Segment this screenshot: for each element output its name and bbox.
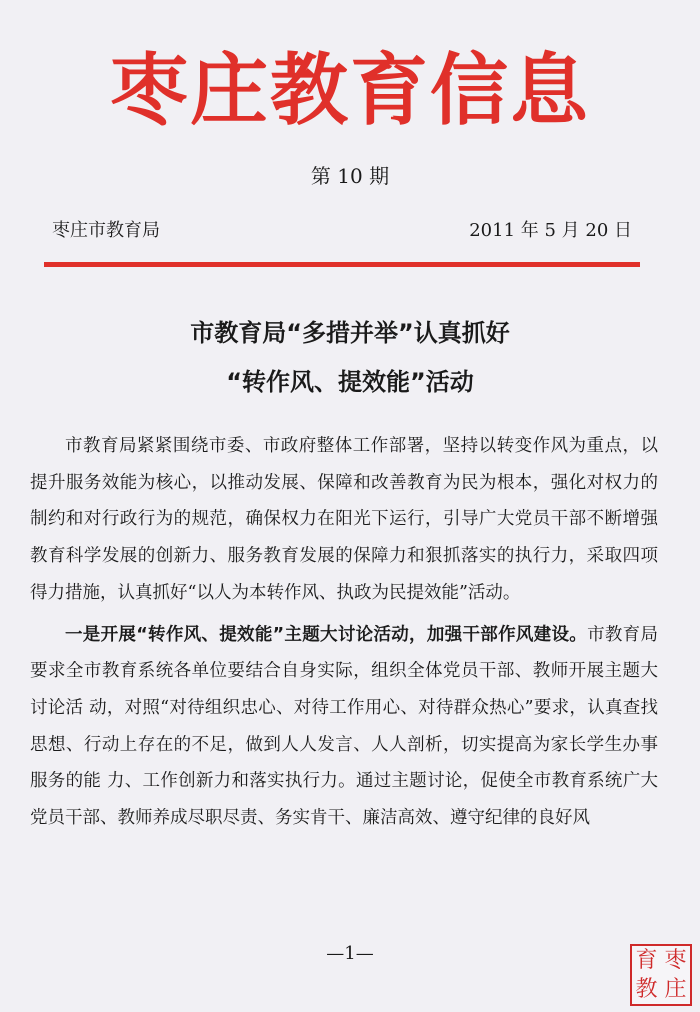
header-divider	[44, 262, 640, 267]
seal-char: 庄	[664, 976, 687, 1002]
issue-date: 2011 年 5 月 20 日	[469, 220, 632, 241]
article-body	[30, 428, 658, 837]
article-title-line2: “转作风、提效能”活动	[226, 368, 474, 396]
masthead-title: 枣庄教育信息	[109, 46, 590, 136]
article-title-line1: 市教育局“多措并举”认真抓好	[190, 319, 510, 347]
seal-stamp	[630, 944, 692, 1006]
measure-1-heading: 一是开展“转作风、提效能”主题大讨论活动，加强干部作风建设。	[65, 624, 588, 645]
paragraph-intro: 市教育局紧紧围绕市委、市政府整体工作部署，坚持以转变作风为重点，以提升服务效能为核心，以推动发展、保障和改善教育为民为根本，强化对权力的制约和对行政行为的规范，确保权力在阳光下运行，引导广大党员干部不断增强教育科学发展的创新力、服务教育发展的保障力和狠抓落实的执行力，采取四项得力措施，认真抓好“以人为本转作风、执政为民提效能”活动。	[30, 436, 658, 603]
seal-char: 育	[635, 947, 658, 973]
paragraph-measure-1	[30, 617, 658, 837]
seal-char: 教	[635, 976, 658, 1002]
issuer-name: 枣庄市教育局	[52, 220, 160, 241]
seal-char: 枣	[664, 947, 687, 973]
page-number: —1—	[326, 943, 374, 964]
measure-1-text: 市教育局要求全市教育系统各单位要结合自身实际，组织全体党员干部、教师开展主题大讨论活 动，对照“对待组织忠心、对待工作用心、对待群众热心”要求，认真查找思想、行动上存在的不足，做到人人发言、人人剖析，切实提高为家长学生办事服务的能 力、工作创新力和落实执行力。通过主题讨论，促使全市教育系统广大党员干部、教师养成尽职尽责、务实肯干、廉洁高效、遵守纪律的良好风	[30, 624, 658, 829]
issue-number: 第 10 期	[310, 164, 390, 188]
